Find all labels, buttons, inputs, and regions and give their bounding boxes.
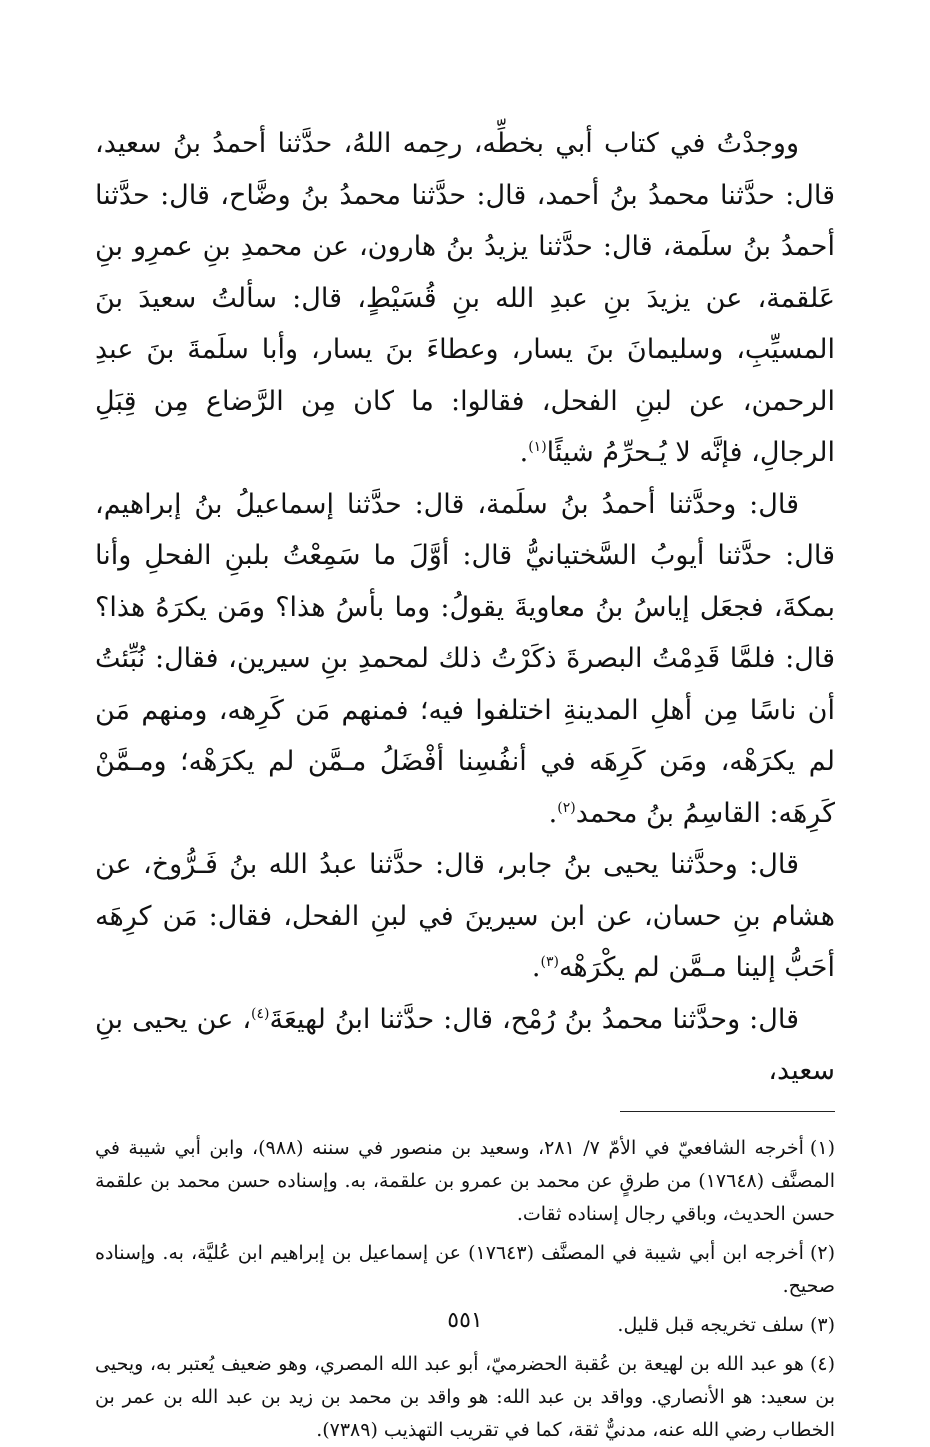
footnote-number: (٣) — [809, 1313, 835, 1336]
paragraph-end: . — [548, 797, 558, 829]
paragraph-4 — [95, 994, 835, 1097]
paragraph-text: قال: وحدَّثنا يحيى بنُ جابر، قال: حدَّثنا عبدُ الله بنُ فَـرُّوخ، عن هشام بنِ حسان، عن ابن سيرينَ في لبنِ الفحل، فقال: مَن كرِهَه أحَبُّ إلينا مـمَّن لم يكْرَهْه — [95, 849, 835, 983]
footnote-ref-4: (٤) — [251, 1005, 270, 1022]
paragraph-2 — [95, 479, 835, 840]
main-text — [95, 118, 835, 1097]
paragraph-end: . — [531, 952, 541, 983]
paragraph-3 — [95, 839, 835, 994]
paragraph-end: . — [519, 437, 529, 468]
footnote-text: أخرجه الشافعيّ في الأمّ ٧/ ٢٨١، وسعيد بن منصور في سننه (٩٨٨)، وابن أبي شيبة في المصنَّف (١٧٦٤٨) من طرقٍ عن محمد بن عمرو بن علقمة، به. وإسناده حسن محمد بن علقمة حسن الحديث، وباقي رجال إسناده ثقات. — [95, 1136, 835, 1225]
footnote-number: (٤) — [809, 1352, 835, 1375]
paragraph-end: ، عن يحيى بنِ سعيد، — [95, 1003, 835, 1086]
footnote-ref-3: (٣) — [540, 954, 559, 970]
page-number: ٥٥١ — [447, 1308, 483, 1333]
footnote-ref-1: (١) — [528, 439, 547, 455]
paragraph-text: قال: وحدَّثنا أحمدُ بنُ سلَمة، قال: حدَّثنا إسماعيلُ بنُ إبراهيم، قال: حدَّثنا أيوبُ السَّختيانيُّ قال: أوَّلَ ما سَمِعْتُ بلبنِ الفحلِ وأنا بمكةَ، فجعَل إياسُ بنُ معاويةَ يقولُ: وما بأسُ هذا؟ ومَن يكرَهُ هذا؟ قال: فلمَّا قَدِمْتُ البصرةَ ذكَرْتُ ذلك لمحمدِ بنِ سيرين، فقال: نُبِّئتُ أن ناسًا مِن أهلِ المدينةِ اختلفوا فيه؛ فمنهم مَن كَرِهه، ومنهم مَن لم يكرَهْه، ومَن كَرِهَه في أنفُسِنا أفْضَلُ مـمَّن لم يكرَهْه؛ ومـمَّنْ كَرِهَه: القاسِمُ بنُ محمد — [95, 488, 835, 829]
document-page — [95, 118, 835, 1441]
footnote-number: (١) — [809, 1136, 835, 1159]
footnote-ref-2: (٢) — [557, 799, 576, 816]
footnote-2 — [95, 1237, 835, 1303]
footnote-text: سلف تخريجه قبل قليل. — [617, 1313, 804, 1336]
footnote-4 — [95, 1348, 835, 1447]
footnote-text: أخرجه ابن أبي شيبة في المصنَّف (١٧٦٤٣) عن إسماعيل بن إبراهيم ابن عُليَّة، به. وإسناده صحيح. — [95, 1241, 835, 1297]
paragraph-text: ووجدْتُ في كتاب أبي بخطِّه، رحِمه اللهُ، حدَّثنا أحمدُ بنُ سعيد، قال: حدَّثنا محمدُ بنُ أحمد، قال: حدَّثنا محمدُ بنُ وضَّاح، قال: حدَّثنا أحمدُ بنُ سلَمة، قال: حدَّثنا يزيدُ بنُ هارون، عن محمدِ بنِ عمرِو بنِ عَلقمة، عن يزيدَ بنِ عبدِ الله بنِ قُسَيْطٍ، قال: سألتُ سعيدَ بنَ المسيِّبِ، وسليمانَ بنَ يسار، وعطاءَ بنَ يسار، وأبا سلَمةَ بنَ عبدِ الرحمن، عن لبنِ الفحل، فقالوا: ما كان مِن الرَّضاع مِن قِبَلِ الرجالِ، فإنَّه لا يُـحرِّمُ شيئًا — [95, 128, 835, 468]
footnote-separator — [620, 1111, 835, 1112]
paragraph-text: قال: وحدَّثنا محمدُ بنُ رُمْح، قال: حدَّثنا ابنُ لهيعَةَ — [269, 1003, 800, 1035]
footnote-1 — [95, 1132, 835, 1231]
footnote-number: (٢) — [809, 1241, 835, 1264]
footnote-text: هو عبد الله بن لهيعة بن عُقبة الحضرميّ، أبو عبد الله المصري، وهو ضعيف يُعتبر به، ويحيى بن سعيد: هو الأنصاري. وواقد بن عبد الله: هو واقد بن محمد بن زيد بن عبد الله بن عمر بن الخطاب رضي الله عنه، مدنيٌّ ثقة، كما في تقريب التهذيب (٧٣٨٩). — [95, 1352, 835, 1441]
paragraph-1 — [95, 118, 835, 479]
footnotes — [95, 1132, 835, 1447]
